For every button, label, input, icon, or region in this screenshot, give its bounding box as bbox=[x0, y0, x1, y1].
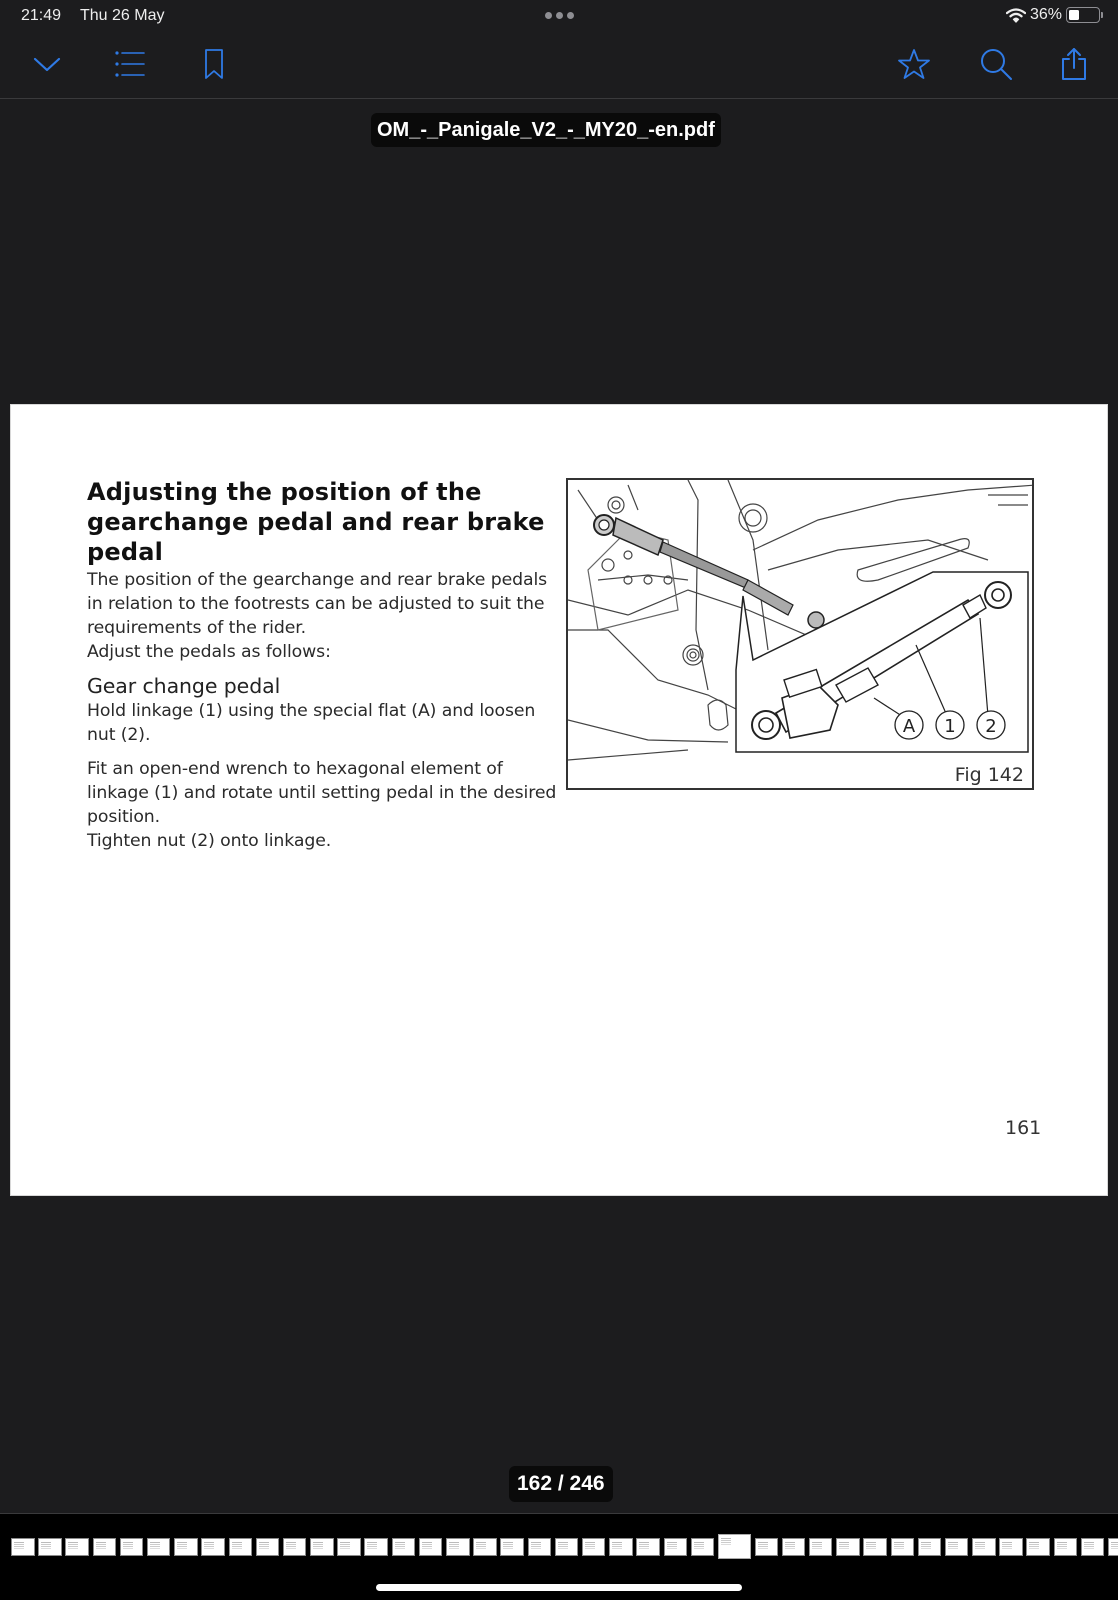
thumbnail[interactable] bbox=[256, 1538, 280, 1556]
thumbnail[interactable] bbox=[609, 1538, 633, 1556]
thumbnail-current[interactable] bbox=[718, 1534, 751, 1559]
callout-a bbox=[895, 711, 923, 739]
step-1: Hold linkage (1) using the special flat (A) and loosen nut (2). bbox=[87, 701, 536, 745]
wifi-icon bbox=[1006, 8, 1026, 23]
thumbnail[interactable] bbox=[755, 1538, 779, 1556]
collapse-button[interactable] bbox=[25, 42, 69, 86]
thumbnail[interactable] bbox=[65, 1538, 89, 1556]
thumbnail[interactable] bbox=[1026, 1538, 1050, 1556]
figure-caption: Fig 142 bbox=[954, 764, 1024, 786]
outline-button[interactable] bbox=[108, 42, 152, 86]
thumbnail[interactable] bbox=[918, 1538, 942, 1556]
multitasking-dots-icon[interactable] bbox=[545, 12, 574, 19]
thumbnail[interactable] bbox=[147, 1538, 171, 1556]
callout-2 bbox=[977, 711, 1005, 739]
thumbnail[interactable] bbox=[582, 1538, 606, 1556]
search-icon bbox=[979, 47, 1013, 81]
step-2: Fit an open-end wrench to hexagonal element of linkage (1) and rotate until setting pedal in the desired position. bbox=[87, 759, 557, 827]
thumbnail[interactable] bbox=[891, 1538, 915, 1556]
chevron-down-icon bbox=[32, 54, 62, 74]
home-indicator[interactable] bbox=[376, 1584, 742, 1591]
thumbnail[interactable] bbox=[528, 1538, 552, 1556]
thumbnail[interactable] bbox=[38, 1538, 62, 1556]
thumbnail[interactable] bbox=[419, 1538, 443, 1556]
bookmark-icon bbox=[204, 48, 224, 80]
thumbnail[interactable] bbox=[364, 1538, 388, 1556]
figure-illustration bbox=[566, 478, 1034, 790]
thumbnail[interactable] bbox=[310, 1538, 334, 1556]
page-indicator: 162 / 246 bbox=[509, 1466, 613, 1502]
battery-icon bbox=[1066, 7, 1100, 23]
thumbnail[interactable] bbox=[500, 1538, 524, 1556]
thumbnail[interactable] bbox=[972, 1538, 996, 1556]
battery-level bbox=[1069, 10, 1079, 20]
printed-page-number: 161 bbox=[1005, 1117, 1042, 1139]
thumbnail[interactable] bbox=[809, 1538, 833, 1556]
pdf-page[interactable] bbox=[10, 404, 1108, 1196]
callout-1 bbox=[936, 711, 964, 739]
thumbnail[interactable] bbox=[201, 1538, 225, 1556]
star-icon bbox=[897, 48, 931, 80]
thumbnail[interactable] bbox=[93, 1538, 117, 1556]
share-icon bbox=[1060, 47, 1088, 81]
thumbnail[interactable] bbox=[473, 1538, 497, 1556]
toolbar bbox=[0, 32, 1118, 99]
thumbnail[interactable] bbox=[1054, 1538, 1078, 1556]
thumbnail[interactable] bbox=[636, 1538, 660, 1556]
thumbnail[interactable] bbox=[446, 1538, 470, 1556]
linkage-illustration bbox=[568, 480, 1034, 790]
thumbnail[interactable] bbox=[836, 1538, 860, 1556]
step-3: Tighten nut (2) onto linkage. bbox=[87, 831, 332, 851]
status-time: 21:49 bbox=[21, 7, 62, 24]
thumbnail[interactable] bbox=[555, 1538, 579, 1556]
share-button[interactable] bbox=[1052, 42, 1096, 86]
battery-percent: 36% bbox=[1029, 6, 1062, 23]
thumbnail[interactable] bbox=[782, 1538, 806, 1556]
section-body bbox=[87, 568, 567, 853]
intro-instruction: Adjust the pedals as follows: bbox=[87, 642, 331, 662]
status-bar bbox=[0, 0, 1118, 32]
file-title: OM_-_Panigale_V2_-_MY20_-en.pdf bbox=[371, 113, 721, 147]
status-date: Thu 26 May bbox=[80, 7, 165, 24]
thumbnail-strip[interactable] bbox=[11, 1534, 1118, 1559]
svg-text:A: A bbox=[902, 716, 916, 737]
thumbnail[interactable] bbox=[1108, 1538, 1118, 1556]
thumbnail[interactable] bbox=[120, 1538, 144, 1556]
thumbnail[interactable] bbox=[337, 1538, 361, 1556]
subheading: Gear change pedal bbox=[87, 674, 281, 698]
favorite-button[interactable] bbox=[892, 42, 936, 86]
thumbnail[interactable] bbox=[11, 1538, 35, 1556]
thumbnail[interactable] bbox=[392, 1538, 416, 1556]
intro-paragraph: The position of the gearchange and rear brake pedals in relation to the footrests can be adjusted to suit the requirements of the rider. bbox=[87, 570, 548, 638]
thumbnail[interactable] bbox=[1081, 1538, 1105, 1556]
thumbnail[interactable] bbox=[691, 1538, 715, 1556]
thumbnail[interactable] bbox=[863, 1538, 887, 1556]
thumbnail[interactable] bbox=[174, 1538, 198, 1556]
search-button[interactable] bbox=[974, 42, 1018, 86]
thumbnail[interactable] bbox=[283, 1538, 307, 1556]
status-right bbox=[1006, 6, 1100, 24]
thumbnail[interactable] bbox=[664, 1538, 688, 1556]
thumbnail[interactable] bbox=[945, 1538, 969, 1556]
svg-text:2: 2 bbox=[985, 716, 997, 737]
section-title: Adjusting the position of the gearchange pedal and rear brake pedal bbox=[87, 478, 545, 566]
bookmark-button[interactable] bbox=[192, 42, 236, 86]
thumbnail[interactable] bbox=[999, 1538, 1023, 1556]
thumbnail[interactable] bbox=[229, 1538, 253, 1556]
svg-text:1: 1 bbox=[944, 716, 956, 737]
list-icon bbox=[114, 49, 146, 79]
